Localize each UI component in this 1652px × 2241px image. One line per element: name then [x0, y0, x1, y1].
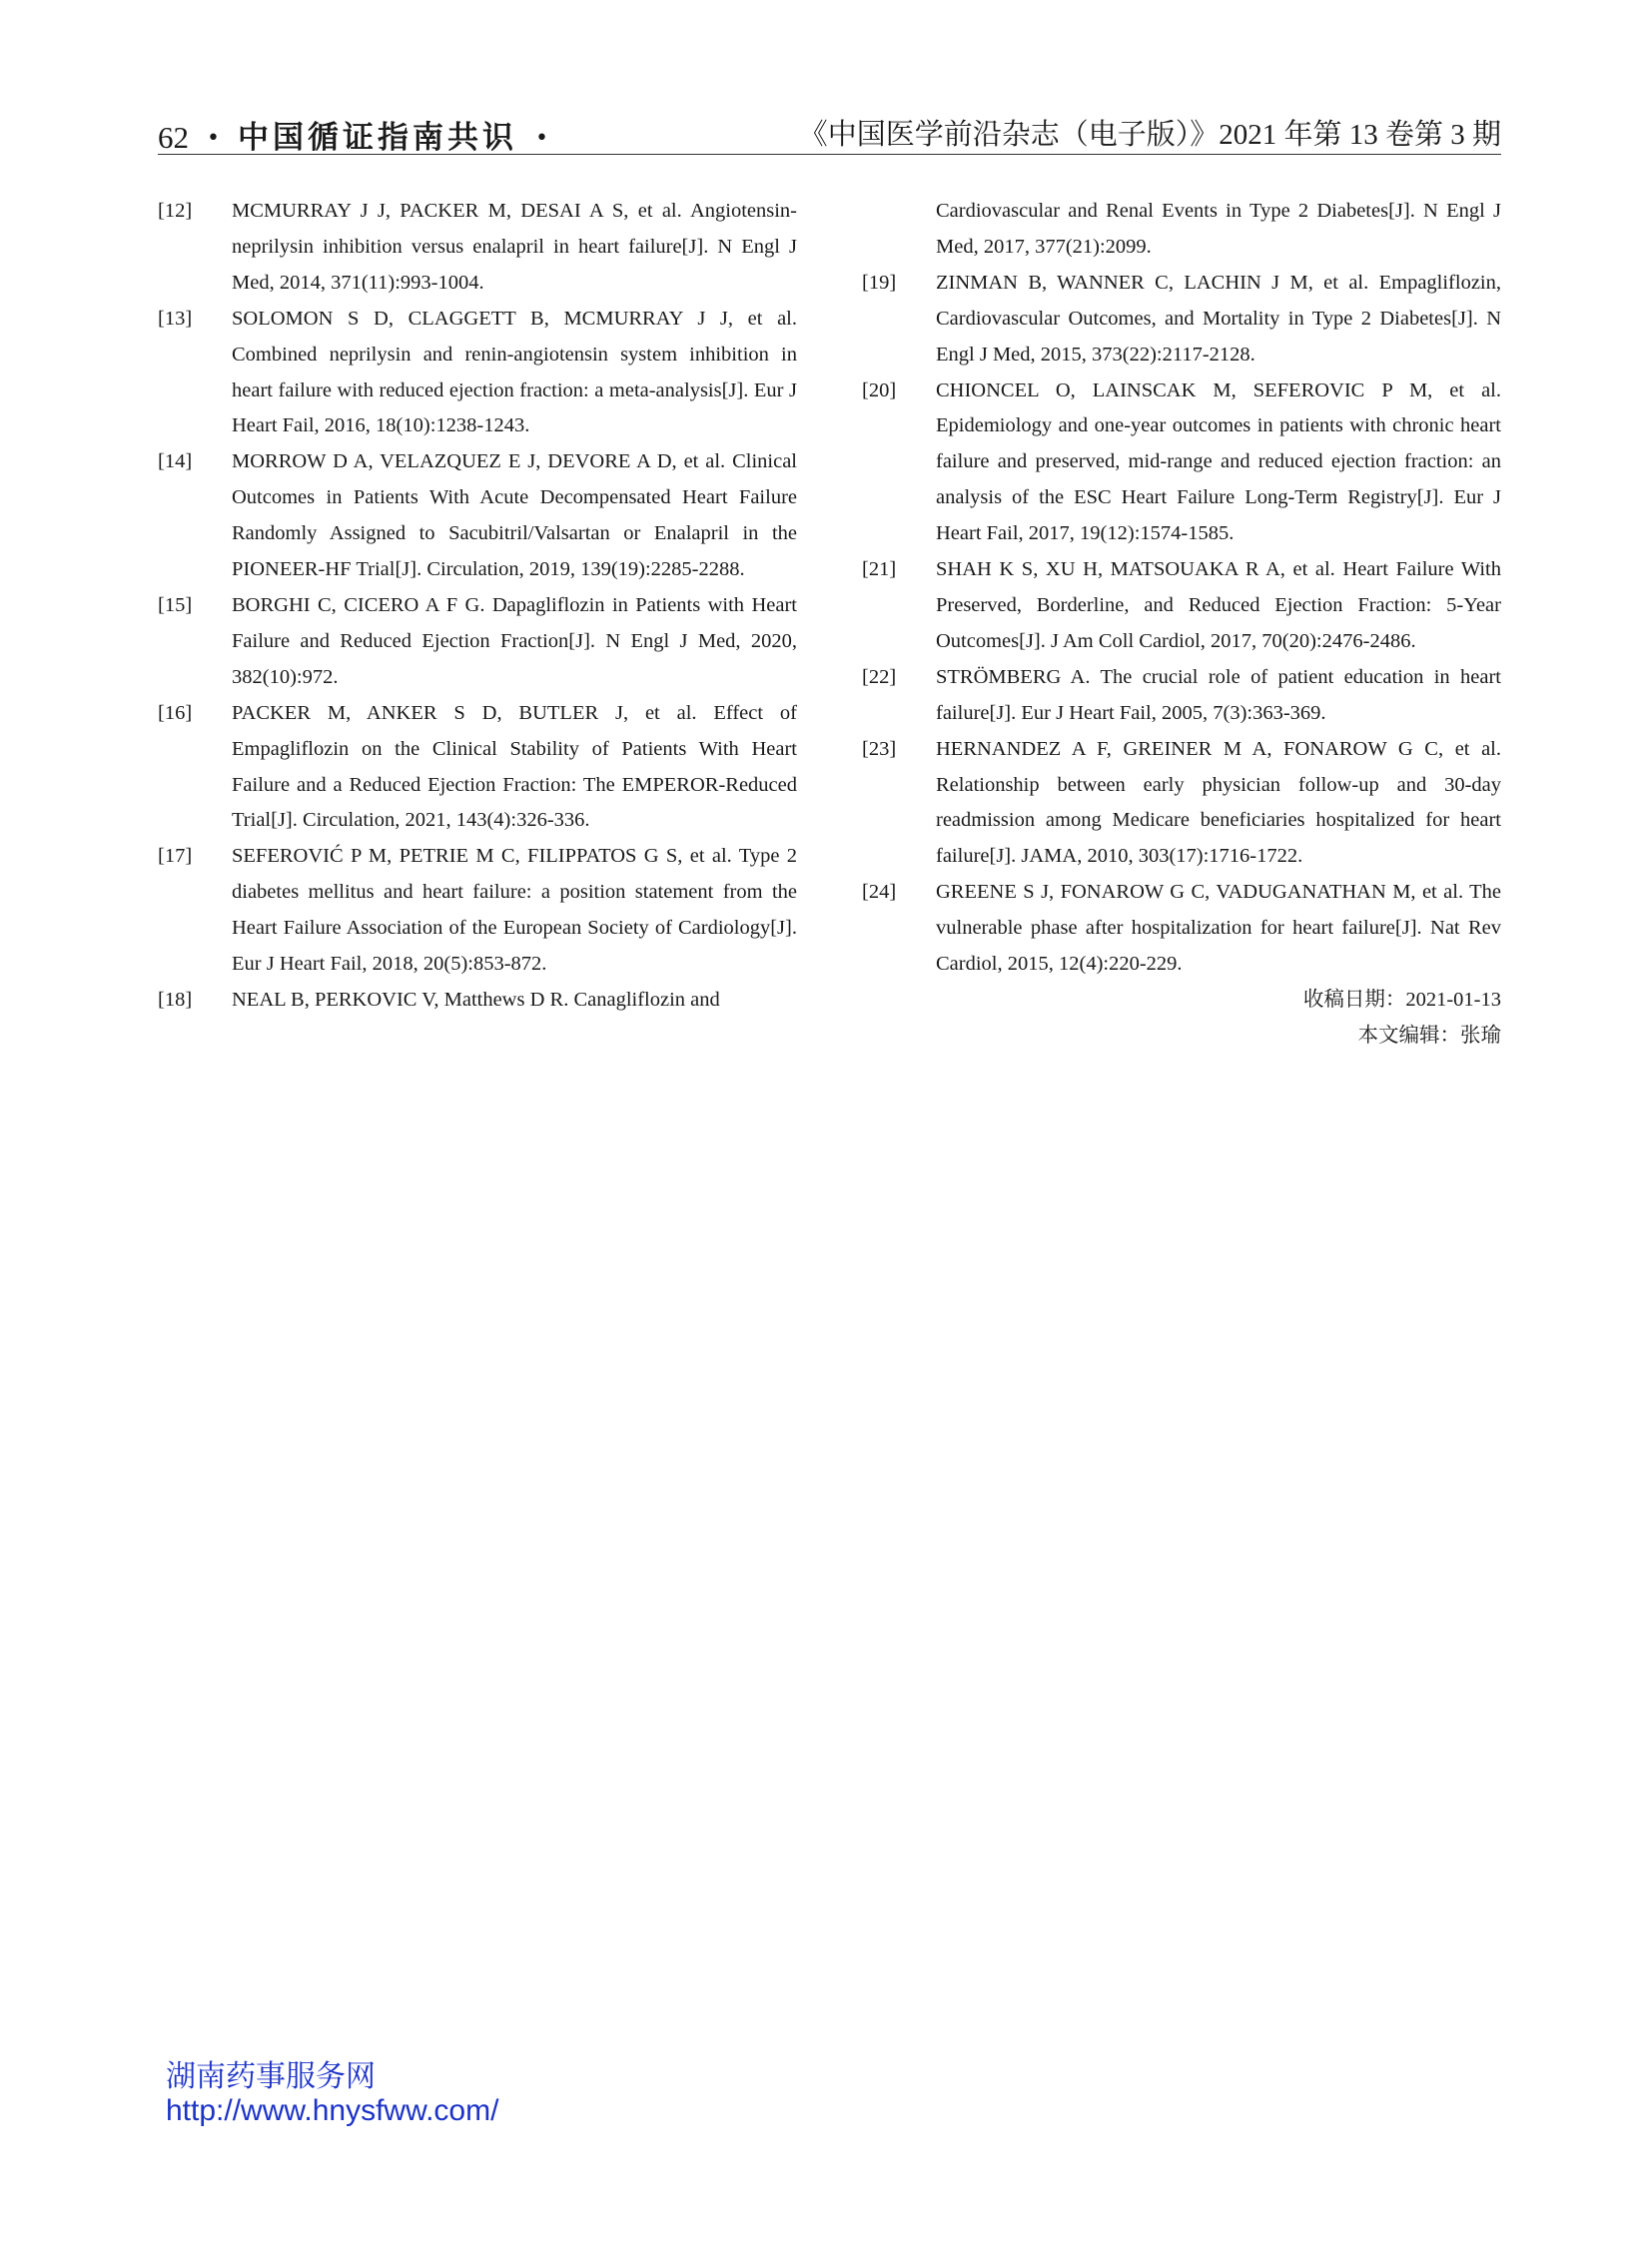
reference-text: ZINMAN B, WANNER C, LACHIN J M, et al. Empagliflozin, Cardiovascular Outcomes, and Mortality in Type 2 Diabetes[J]. N Engl J Med, 2015, 373(22):2117-2128.: [936, 271, 1501, 366]
reference-item: [862, 266, 1501, 374]
reference-text: CHIONCEL O, LAINSCAK M, SEFEROVIC P M, et al. Epidemiology and one-year outcomes in patients with chronic heart failure and preserved, mid-range and reduced ejection fraction: an analysis of the ESC Heart Failure Long-Term Registry[J]. Eur J Heart Fail, 2017, 19(12):1574-1585.: [936, 378, 1501, 545]
reference-item: [158, 588, 797, 696]
reference-text: STRÖMBERG A. The crucial role of patient education in heart failure[J]. Eur J Heart Fail, 2005, 7(3):363-369.: [936, 665, 1501, 724]
watermark-url[interactable]: http://www.hnysfww.com/: [166, 2094, 499, 2127]
reference-item: [862, 875, 1501, 983]
references-left-column: [158, 194, 797, 1019]
reference-number: [14]: [158, 450, 193, 473]
reference-text: SEFEROVIĆ P M, PETRIE M C, FILIPPATOS G S, et al. Type 2 diabetes mellitus and heart failure: a position statement from the Heart Failure Association of the European Society of Cardiology[J]. Eur J Heart Fail, 2018, 20(5):853-872.: [232, 845, 797, 976]
reference-number: [19]: [862, 271, 897, 294]
reference-number: [20]: [862, 378, 897, 401]
watermark-name: 湖南药事服务网: [166, 2060, 376, 2093]
reference-text: BORGHI C, CICERO A F G. Dapagliflozin in Patients with Heart Failure and Reduced Ejection Fraction[J]. N Engl J Med, 2020, 382(10):972.: [232, 593, 797, 688]
header-rule: [158, 154, 1501, 155]
reference-item: [158, 983, 797, 1019]
bullet-left: •: [207, 126, 220, 151]
reference-text: SOLOMON S D, CLAGGETT B, MCMURRAY J J, et al. Combined neprilysin and renin-angiotensin system inhibition in heart failure with reduced ejection fraction: a meta-analysis[J]. Eur J Heart Fail, 2016, 18(10):1238-1243.: [232, 307, 797, 437]
reference-continuation: Cardiovascular and Renal Events in Type 2 Diabetes[J]. N Engl J Med, 2017, 377(21):2099.: [936, 200, 1501, 258]
reference-number: [15]: [158, 593, 193, 616]
reference-item: [158, 696, 797, 840]
reference-number: [21]: [862, 558, 897, 581]
references-right-column: [862, 194, 1501, 1055]
reference-number: [17]: [158, 845, 193, 868]
editor-credit: 本文编辑：张瑜: [1357, 1024, 1501, 1047]
reference-item: [862, 552, 1501, 660]
reference-item: [158, 839, 797, 983]
reference-number: [22]: [862, 665, 897, 688]
reference-item: [158, 444, 797, 588]
reference-number: [24]: [862, 881, 897, 904]
reference-text: MCMURRAY J J, PACKER M, DESAI A S, et al. Angiotensin-neprilysin inhibition versus enalapril in heart failure[J]. N Engl J Med, 2014, 371(11):993-1004.: [232, 200, 797, 294]
reference-number: [23]: [862, 737, 897, 760]
reference-number: [12]: [158, 200, 193, 222]
received-date: 收稿日期：2021-01-13: [1302, 988, 1501, 1011]
journal-title: 《中国医学前沿杂志（电子版）》2021 年第 13 卷第 3 期: [798, 119, 1501, 151]
reference-text: SHAH K S, XU H, MATSOUAKA R A, et al. Heart Failure With Preserved, Borderline, and Reduced Ejection Fraction: 5-Year Outcomes[J]. J Am Coll Cardiol, 2017, 70(20):2476-2486.: [936, 558, 1501, 652]
reference-item: [158, 302, 797, 445]
reference-text: MORROW D A, VELAZQUEZ E J, DEVORE A D, et al. Clinical Outcomes in Patients With Acute Decompensated Heart Failure Randomly Assigned to Sacubitril/Valsartan or Enalapril in the PIONEER-HF Trial[J]. Circulation, 2019, 139(19):2285-2288.: [232, 450, 797, 581]
section-title: 中国循证指南共识: [237, 120, 517, 156]
page-header: [158, 112, 1501, 160]
bullet-right: •: [534, 126, 548, 151]
reference-number: [13]: [158, 307, 193, 330]
reference-number: [16]: [158, 701, 193, 724]
reference-item: [862, 732, 1501, 876]
reference-item: [158, 194, 797, 302]
reference-text: PACKER M, ANKER S D, BUTLER J, et al. Effect of Empagliflozin on the Clinical Stability of Patients With Heart Failure and a Reduced Ejection Fraction: The EMPEROR-Reduced Trial[J]. Circulation, 2021, 143(4):326-336.: [232, 701, 797, 832]
reference-item: [862, 374, 1501, 553]
reference-text: HERNANDEZ A F, GREINER M A, FONAROW G C, et al. Relationship between early physician follow-up and 30-day readmission among Medicare beneficiaries hospitalized for heart failure[J]. JAMA, 2010, 303(17):1716-1722.: [936, 737, 1501, 868]
reference-text: GREENE S J, FONAROW G C, VADUGANATHAN M, et al. The vulnerable phase after hospitalization for heart failure[J]. Nat Rev Cardiol, 2015, 12(4):220-229.: [936, 881, 1501, 976]
reference-item: [862, 660, 1501, 732]
page-number: 62: [158, 120, 189, 155]
watermark: [166, 2060, 498, 2128]
reference-number: [18]: [158, 988, 193, 1011]
reference-text: NEAL B, PERKOVIC V, Matthews D R. Canagliflozin and: [232, 988, 720, 1011]
header-left: [158, 112, 566, 157]
